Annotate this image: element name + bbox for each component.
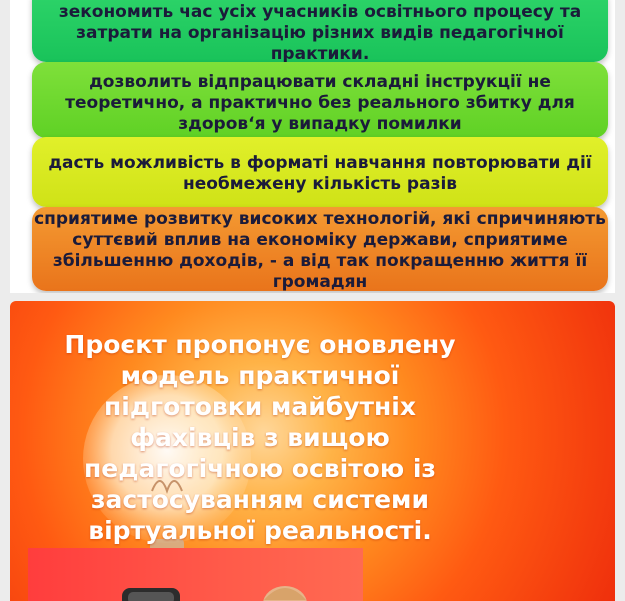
vr-photo bbox=[28, 548, 363, 601]
benefit-item-4 bbox=[32, 207, 608, 291]
project-description: Проєкт пропонує оновлену модель практичної підготовки майбутніх фахівців з вищою педагогічною освітою із застосуванням системи віртуальної реальності. bbox=[64, 330, 456, 545]
person-icon bbox=[258, 578, 312, 601]
benefit-item-3 bbox=[32, 137, 608, 207]
benefit-item-1 bbox=[32, 0, 608, 62]
benefit-text-4: сприятиме розвитку високих технологій, які спричиняють суттєвий вплив на економіку держави, сприятиме збільшенню доходів, - а від так покращенню життя її громадян bbox=[34, 209, 606, 291]
benefit-text-2: дозволить відпрацювати складні інструкції не теоретично, а практично без реального збитку для здоров‘я у випадку помилки bbox=[65, 72, 575, 134]
benefits-panel bbox=[10, 0, 615, 293]
benefit-text-1: зекономить час усіх учасників освітнього процесу та затрати на організацію різних видів педагогічної практики. bbox=[58, 2, 582, 62]
benefit-item-2 bbox=[32, 62, 608, 138]
benefit-text-3: дасть можливість в форматі навчання повторювати дії необмежену кількість разів bbox=[48, 153, 592, 194]
project-banner bbox=[10, 301, 615, 601]
vr-headset-icon bbox=[120, 584, 182, 601]
